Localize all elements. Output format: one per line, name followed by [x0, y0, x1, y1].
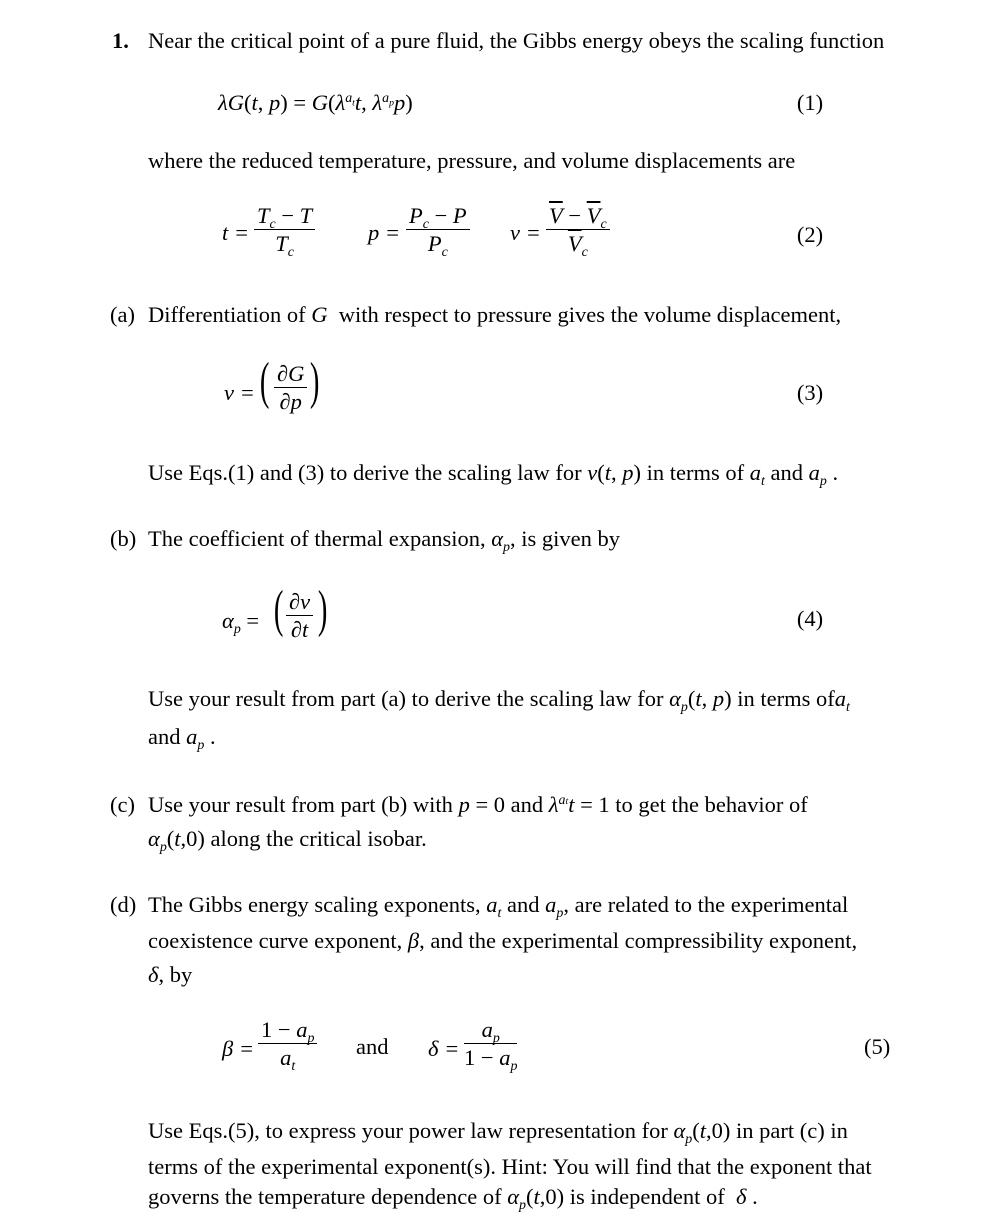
part-b-instruction-line2: and $a_p$ .: [148, 724, 216, 753]
part-a-instruction-and: and: [770, 460, 803, 485]
part-d-label: (d): [110, 892, 137, 917]
equation-2-label: (2): [796, 222, 824, 247]
equation-1: λG(t, $p) = G(\lambda^{a_t}t$, $\lambda^{a_p}p$): [218, 90, 413, 115]
part-b-instruction-and: and: [148, 724, 181, 749]
part-d-line1-and: and: [507, 892, 540, 917]
part-d-line3-post: , by: [158, 962, 193, 987]
problem-intro: Near the critical point of a pure fluid, the Gibbs energy obeys the scaling function: [148, 28, 885, 53]
part-d-final-line3-post: is independent of: [569, 1184, 725, 1209]
part-c-text-and: and: [510, 792, 544, 817]
part-c-text-pre: Use your result from part (b) with: [148, 792, 453, 817]
part-a-text: Differentiation of G with respect to pressure gives the volume displacement,: [148, 302, 842, 327]
equation-1-label: (1): [796, 90, 824, 115]
part-d-final-line1-post: in part (c) in: [736, 1118, 848, 1143]
part-d-final-line2: terms of the experimental exponent(s). Hint: You will find that the exponent that: [148, 1154, 872, 1179]
part-d-line2-pre: coexistence curve exponent,: [148, 928, 403, 953]
where-text: where the reduced temperature, pressure, and volume displacements are: [148, 148, 796, 173]
part-d-line2-post: , and the experimental compressibility exponent,: [419, 928, 858, 953]
part-b-instruction: Use your result from part (a) to derive the scaling law for $\alpha_p(t$, p) in terms ofa$_t$: [148, 686, 850, 715]
problem-number: 1.: [112, 28, 129, 53]
part-b-label: (b): [110, 526, 137, 551]
part-c-label: (c): [110, 792, 135, 817]
equation-4-label: (4): [796, 606, 824, 631]
part-d-line1-post: , are related to the experimental: [563, 892, 849, 917]
part-d-final-line1-pre: Use Eqs.(5), to express your power law representation for: [148, 1118, 668, 1143]
part-d-final-line3-pre: governs the temperature dependence of: [148, 1184, 502, 1209]
part-d-final-line1: Use Eqs.(5), to express your power law representation for $\alpha_p(t,0)$ in part (c) in: [148, 1118, 848, 1147]
part-a-instruction-pre: Use Eqs.(1) and (3) to derive the scaling law for: [148, 460, 582, 485]
part-b-instruction-pre: Use your result from part (a) to derive the scaling law for: [148, 686, 664, 711]
part-c-line2-post: along the critical isobar.: [210, 826, 427, 851]
part-a-instruction: Use Eqs.(1) and (3) to derive the scaling law for v(t, p) in terms of $a_t$ and $a_p$ .: [148, 460, 839, 489]
part-c-text-post: to get the behavior of: [615, 792, 808, 817]
equation-5-and: and: [356, 1034, 389, 1059]
part-b-instruction-mid: in terms of: [737, 686, 835, 711]
part-c-text: Use your result from part (b) with p = 0 and $\lambda^{at}t = 1$ to get the behavior of: [148, 792, 808, 817]
part-d-line1-pre: The Gibbs energy scaling exponents,: [148, 892, 481, 917]
part-b-text-post: , is given by: [509, 526, 620, 551]
part-d-line2: coexistence curve exponent, β, and the experimental compressibility exponent,: [148, 928, 858, 953]
equation-5-label: (5): [864, 1034, 891, 1059]
part-a-label: (a): [110, 302, 135, 327]
part-c-line2: $\alpha_p(t,0)$ along the critical isobar.: [148, 826, 427, 855]
equation-3-label: (3): [796, 380, 824, 405]
part-b-text: The coefficient of thermal expansion, $\alpha_p$, is given by: [148, 526, 620, 555]
part-b-text-pre: The coefficient of thermal expansion,: [148, 526, 486, 551]
part-a-text-pre: Differentiation of: [148, 302, 306, 327]
part-a-instruction-mid: in terms of: [646, 460, 745, 485]
part-d-final-line3: governs the temperature dependence of $\alpha_p(t,0)$ is independent of δ .: [148, 1184, 758, 1213]
part-d-line3: δ, by: [148, 962, 193, 987]
part-d-line1: The Gibbs energy scaling exponents, $a_t$ and $a_p$, are related to the experimental: [148, 892, 849, 921]
part-a-text-post: with respect to pressure gives the volume displacement,: [338, 302, 842, 327]
